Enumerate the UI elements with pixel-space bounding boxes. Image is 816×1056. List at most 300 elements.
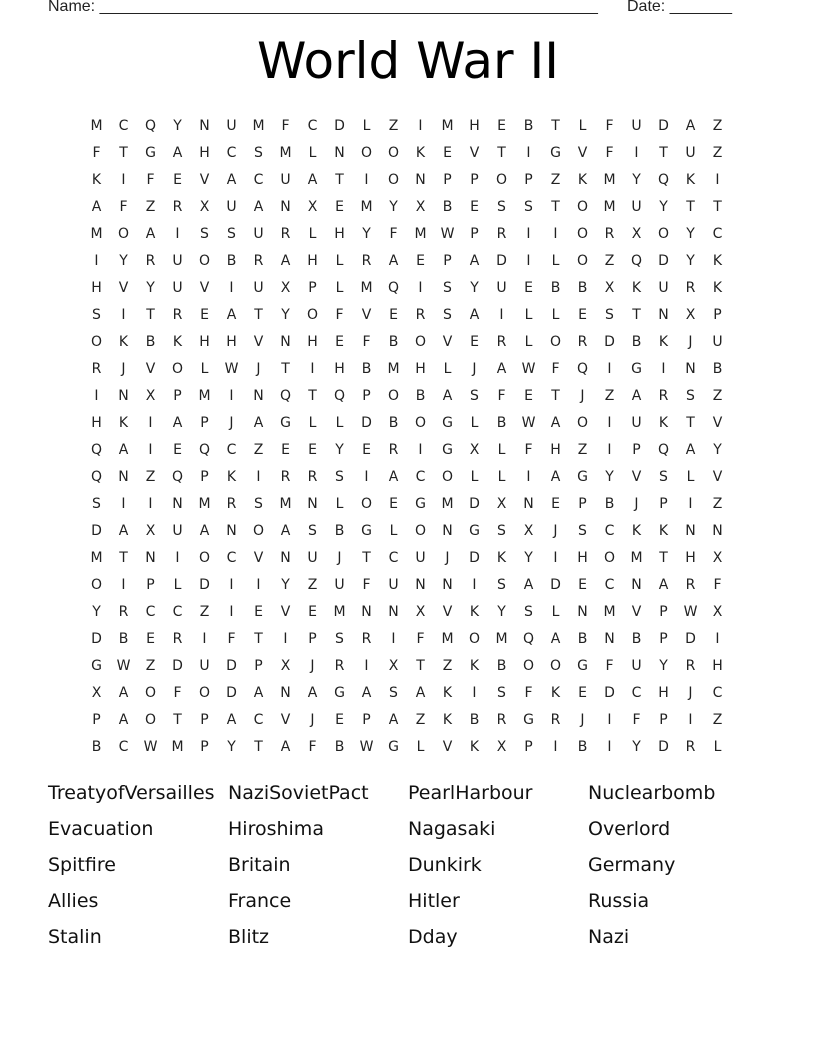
grid-letter: V — [199, 172, 210, 188]
grid-letter: J — [688, 685, 693, 701]
grid-letter: M — [360, 280, 373, 296]
grid-letter: I — [229, 388, 234, 404]
grid-letter: E — [362, 442, 371, 458]
grid-letter: Y — [632, 172, 641, 188]
grid-letter: C — [712, 685, 723, 701]
grid-letter: L — [686, 469, 695, 485]
grid-letter: Z — [145, 199, 156, 215]
grid-letter: S — [92, 496, 101, 512]
grid-letter: R — [307, 469, 318, 485]
grid-letter: O — [90, 334, 103, 350]
grid-letter: F — [605, 658, 614, 674]
grid-row — [83, 275, 733, 302]
grid-row — [83, 653, 733, 680]
grid-letter: H — [307, 334, 318, 350]
grid-letter: S — [497, 685, 506, 701]
grid-letter: M — [630, 550, 643, 566]
grid-letter: U — [280, 172, 291, 188]
grid-letter: O — [387, 145, 400, 161]
grid-letter: Y — [146, 280, 155, 296]
grid-letter: I — [364, 172, 369, 188]
grid-letter: U — [631, 118, 642, 134]
grid-letter: B — [523, 118, 534, 134]
grid-letter: W — [440, 226, 455, 242]
grid-letter: C — [226, 550, 237, 566]
grid-letter: P — [146, 577, 155, 593]
grid-letter: H — [469, 118, 480, 134]
grid-letter: N — [631, 577, 642, 593]
grid-letter: X — [712, 550, 723, 566]
grid-letter: O — [576, 199, 589, 215]
grid-letter: V — [253, 334, 264, 350]
grid-letter: X — [91, 685, 102, 701]
grid-letter: X — [496, 496, 507, 512]
grid-letter: H — [658, 685, 669, 701]
grid-letter: R — [361, 631, 372, 647]
grid-letter: N — [442, 577, 453, 593]
grid-letter: U — [334, 577, 345, 593]
grid-letter: F — [416, 631, 425, 647]
grid-letter: A — [631, 388, 642, 404]
grid-letter: J — [472, 361, 477, 377]
grid-letter: W — [521, 361, 536, 377]
grid-letter: B — [442, 199, 453, 215]
grid-letter: L — [443, 361, 452, 377]
grid-letter: P — [659, 712, 668, 728]
grid-letter: K — [496, 550, 507, 566]
grid-row — [83, 302, 733, 329]
grid-letter: Z — [577, 442, 588, 458]
grid-letter: I — [607, 442, 612, 458]
grid-letter: R — [253, 253, 264, 269]
grid-letter: N — [172, 496, 183, 512]
grid-letter: Y — [659, 199, 668, 215]
grid-letter: O — [360, 496, 373, 512]
grid-letter: T — [659, 550, 668, 566]
grid-letter: P — [362, 388, 371, 404]
grid-letter: G — [388, 739, 399, 755]
grid-letter: R — [685, 280, 696, 296]
grid-letter: Y — [605, 469, 614, 485]
grid-letter: A — [469, 307, 480, 323]
grid-letter: A — [442, 388, 453, 404]
grid-letter: Y — [389, 199, 398, 215]
grid-letter: N — [388, 604, 399, 620]
grid-letter: R — [280, 226, 291, 242]
grid-letter: R — [334, 658, 345, 674]
grid-letter: C — [631, 685, 642, 701]
grid-letter: I — [364, 469, 369, 485]
grid-letter: L — [335, 253, 344, 269]
grid-letter: Y — [686, 253, 695, 269]
grid-letter: B — [334, 523, 345, 539]
grid-letter: E — [254, 604, 263, 620]
grid-letter: O — [387, 388, 400, 404]
grid-letter: N — [577, 604, 588, 620]
grid-letter: Q — [90, 442, 103, 458]
grid-letter: E — [146, 631, 155, 647]
grid-letter: F — [497, 388, 506, 404]
grid-letter: M — [90, 226, 103, 242]
grid-letter: D — [604, 685, 615, 701]
grid-letter: Z — [253, 442, 264, 458]
grid-letter: P — [308, 631, 317, 647]
grid-letter: P — [578, 496, 587, 512]
grid-letter: C — [253, 172, 264, 188]
header — [48, 0, 748, 20]
grid-letter: P — [92, 712, 101, 728]
grid-letter: Z — [712, 496, 723, 512]
grid-letter: S — [92, 307, 101, 323]
grid-letter: J — [445, 550, 450, 566]
grid-letter: O — [441, 469, 454, 485]
grid-letter: U — [658, 280, 669, 296]
grid-letter: S — [578, 523, 587, 539]
grid-letter: P — [362, 712, 371, 728]
grid-letter: I — [148, 442, 153, 458]
grid-letter: Y — [92, 604, 101, 620]
grid-letter: O — [576, 226, 589, 242]
grid-letter: L — [524, 334, 533, 350]
grid-letter: F — [335, 307, 344, 323]
grid-letter: A — [388, 253, 399, 269]
grid-letter: D — [91, 631, 102, 647]
grid-letter: A — [469, 253, 480, 269]
letter-grid — [83, 113, 733, 761]
grid-letter: V — [631, 604, 642, 620]
grid-letter: Q — [171, 469, 184, 485]
grid-letter: P — [200, 469, 209, 485]
grid-letter: F — [308, 739, 317, 755]
word-list-item: TreatyofVersailles — [48, 782, 215, 804]
grid-letter: S — [443, 307, 452, 323]
grid-letter: N — [658, 307, 669, 323]
grid-letter: T — [254, 307, 263, 323]
grid-letter: T — [173, 712, 182, 728]
grid-letter: U — [199, 658, 210, 674]
grid-letter: C — [307, 118, 318, 134]
grid-letter: I — [283, 631, 288, 647]
grid-letter: N — [523, 496, 534, 512]
grid-letter: X — [496, 739, 507, 755]
grid-letter: P — [200, 739, 209, 755]
grid-letter: I — [256, 469, 261, 485]
grid-letter: I — [607, 712, 612, 728]
grid-letter: P — [713, 307, 722, 323]
grid-letter: I — [553, 550, 558, 566]
grid-letter: F — [524, 442, 533, 458]
grid-letter: M — [171, 739, 184, 755]
grid-letter: I — [391, 631, 396, 647]
grid-letter: U — [226, 199, 237, 215]
grid-letter: N — [415, 577, 426, 593]
grid-letter: A — [226, 712, 237, 728]
grid-letter: V — [442, 334, 453, 350]
grid-letter: C — [226, 442, 237, 458]
grid-letter: O — [414, 334, 427, 350]
grid-letter: I — [121, 172, 126, 188]
grid-letter: L — [173, 577, 182, 593]
grid-letter: Z — [712, 388, 723, 404]
grid-letter: A — [550, 415, 561, 431]
grid-letter: Z — [604, 388, 615, 404]
grid-letter: X — [712, 604, 723, 620]
grid-letter: I — [607, 415, 612, 431]
grid-letter: I — [526, 226, 531, 242]
grid-letter: I — [418, 442, 423, 458]
grid-letter: R — [496, 334, 507, 350]
grid-letter: N — [280, 685, 291, 701]
grid-letter: G — [523, 712, 534, 728]
grid-letter: Q — [576, 361, 589, 377]
grid-letter: H — [307, 253, 318, 269]
grid-letter: C — [604, 523, 615, 539]
grid-letter: C — [226, 145, 237, 161]
grid-letter: I — [310, 361, 315, 377]
grid-letter: K — [415, 145, 426, 161]
grid-letter: I — [472, 577, 477, 593]
grid-row — [83, 518, 733, 545]
grid-letter: H — [91, 415, 102, 431]
grid-letter: X — [388, 658, 399, 674]
grid-letter: D — [469, 550, 480, 566]
grid-row — [83, 599, 733, 626]
grid-letter: X — [415, 199, 426, 215]
grid-letter: F — [389, 226, 398, 242]
word-list-item: Spitfire — [48, 853, 116, 876]
grid-letter: Z — [442, 658, 453, 674]
grid-letter: I — [229, 604, 234, 620]
grid-letter: I — [175, 226, 180, 242]
grid-letter: E — [578, 307, 587, 323]
grid-letter: C — [415, 469, 426, 485]
grid-letter: S — [659, 469, 668, 485]
grid-letter: B — [577, 739, 588, 755]
grid-letter: L — [362, 118, 371, 134]
grid-letter: D — [334, 118, 345, 134]
grid-letter: T — [416, 658, 425, 674]
grid-letter: Z — [712, 118, 723, 134]
grid-letter: T — [497, 145, 506, 161]
grid-letter: C — [388, 550, 399, 566]
grid-letter: A — [226, 172, 237, 188]
grid-letter: B — [496, 658, 507, 674]
grid-letter: I — [121, 496, 126, 512]
grid-letter: I — [229, 280, 234, 296]
grid-letter: E — [389, 496, 398, 512]
grid-letter: V — [145, 361, 156, 377]
word-list-item: Nuclearbomb — [588, 782, 716, 804]
grid-letter: U — [172, 253, 183, 269]
grid-letter: H — [685, 550, 696, 566]
grid-letter: L — [470, 415, 479, 431]
grid-letter: D — [172, 658, 183, 674]
grid-letter: A — [118, 685, 129, 701]
grid-letter: A — [496, 361, 507, 377]
grid-letter: T — [335, 172, 344, 188]
grid-letter: E — [173, 442, 182, 458]
grid-letter: J — [229, 415, 234, 431]
grid-letter: U — [631, 415, 642, 431]
grid-letter: D — [469, 496, 480, 512]
grid-letter: M — [279, 496, 292, 512]
grid-letter: E — [173, 172, 182, 188]
grid-letter: E — [470, 334, 479, 350]
grid-letter: R — [91, 361, 102, 377]
grid-letter: G — [442, 442, 453, 458]
grid-letter: Y — [173, 118, 182, 134]
grid-letter: J — [256, 361, 261, 377]
grid-letter: Q — [657, 172, 670, 188]
grid-letter: O — [144, 712, 157, 728]
grid-letter: F — [173, 685, 182, 701]
grid-letter: S — [443, 280, 452, 296]
grid-letter: K — [469, 604, 480, 620]
grid-letter: K — [658, 415, 669, 431]
grid-letter: K — [118, 415, 129, 431]
grid-letter: R — [145, 253, 156, 269]
grid-letter: Q — [387, 280, 400, 296]
grid-letter: E — [389, 307, 398, 323]
grid-letter: T — [254, 739, 263, 755]
grid-letter: V — [280, 712, 291, 728]
grid-letter: B — [550, 280, 561, 296]
grid-letter: O — [468, 631, 481, 647]
grid-letter: U — [388, 577, 399, 593]
grid-letter: Q — [198, 442, 211, 458]
grid-letter: Q — [144, 118, 157, 134]
grid-letter: H — [199, 145, 210, 161]
grid-letter: I — [526, 145, 531, 161]
grid-letter: I — [472, 685, 477, 701]
grid-letter: S — [308, 523, 317, 539]
grid-letter: M — [90, 550, 103, 566]
grid-letter: K — [631, 523, 642, 539]
grid-letter: O — [387, 172, 400, 188]
grid-letter: G — [550, 145, 561, 161]
grid-letter: R — [388, 442, 399, 458]
grid-letter: F — [632, 712, 641, 728]
grid-letter: Y — [470, 280, 479, 296]
grid-letter: V — [442, 739, 453, 755]
grid-row — [83, 248, 733, 275]
grid-letter: Q — [630, 253, 643, 269]
grid-letter: H — [334, 361, 345, 377]
word-list-item: Allies — [48, 889, 99, 912]
grid-letter: X — [307, 199, 318, 215]
grid-letter: U — [253, 226, 264, 242]
grid-letter: F — [524, 685, 533, 701]
word-list-item: Evacuation — [48, 817, 154, 840]
word-list — [48, 777, 768, 956]
grid-letter: I — [499, 307, 504, 323]
grid-letter: Z — [415, 712, 426, 728]
grid-letter: J — [634, 496, 639, 512]
grid-letter: A — [253, 685, 264, 701]
grid-letter: D — [226, 658, 237, 674]
grid-letter: O — [414, 415, 427, 431]
grid-letter: J — [553, 523, 558, 539]
grid-letter: C — [604, 577, 615, 593]
grid-letter: N — [415, 172, 426, 188]
grid-letter: W — [683, 604, 698, 620]
grid-letter: A — [280, 739, 291, 755]
grid-letter: M — [495, 631, 508, 647]
grid-letter: J — [310, 658, 315, 674]
grid-letter: A — [118, 523, 129, 539]
grid-letter: O — [522, 658, 535, 674]
grid-letter: A — [280, 523, 291, 539]
grid-letter: V — [199, 280, 210, 296]
grid-row — [83, 437, 733, 464]
grid-letter: P — [659, 496, 668, 512]
grid-letter: V — [442, 604, 453, 620]
grid-row — [83, 167, 733, 194]
grid-letter: P — [659, 604, 668, 620]
grid-letter: H — [334, 226, 345, 242]
grid-letter: M — [441, 631, 454, 647]
grid-letter: A — [172, 145, 183, 161]
grid-letter: A — [388, 469, 399, 485]
grid-letter: Q — [90, 469, 103, 485]
grid-letter: M — [603, 604, 616, 620]
grid-row — [83, 383, 733, 410]
grid-letter: A — [172, 415, 183, 431]
grid-letter: B — [577, 280, 588, 296]
grid-letter: P — [470, 172, 479, 188]
grid-letter: P — [308, 280, 317, 296]
grid-letter: Q — [333, 388, 346, 404]
grid-letter: F — [362, 577, 371, 593]
grid-letter: Y — [632, 739, 641, 755]
grid-letter: Z — [550, 172, 561, 188]
grid-letter: Z — [307, 577, 318, 593]
grid-letter: A — [253, 199, 264, 215]
grid-letter: V — [712, 469, 723, 485]
grid-letter: D — [226, 685, 237, 701]
grid-letter: P — [524, 739, 533, 755]
grid-letter: A — [118, 712, 129, 728]
grid-letter: U — [631, 658, 642, 674]
grid-letter: P — [524, 172, 533, 188]
grid-letter: O — [576, 415, 589, 431]
grid-letter: A — [415, 685, 426, 701]
grid-letter: P — [443, 172, 452, 188]
grid-letter: C — [712, 226, 723, 242]
grid-letter: R — [172, 307, 183, 323]
grid-letter: M — [441, 118, 454, 134]
grid-letter: W — [143, 739, 158, 755]
grid-letter: T — [281, 361, 290, 377]
grid-letter: R — [496, 226, 507, 242]
grid-letter: D — [361, 415, 372, 431]
grid-letter: K — [226, 469, 237, 485]
grid-letter: A — [523, 577, 534, 593]
grid-letter: I — [607, 361, 612, 377]
grid-letter: W — [359, 739, 374, 755]
grid-letter: Z — [145, 658, 156, 674]
grid-row — [83, 113, 733, 140]
grid-letter: U — [685, 145, 696, 161]
grid-letter: V — [361, 307, 372, 323]
grid-letter: M — [387, 361, 400, 377]
grid-letter: X — [280, 280, 291, 296]
word-list-item: Nazi — [588, 925, 630, 948]
grid-letter: C — [118, 118, 129, 134]
grid-letter: R — [685, 739, 696, 755]
grid-letter: Y — [227, 739, 236, 755]
grid-letter: R — [685, 658, 696, 674]
